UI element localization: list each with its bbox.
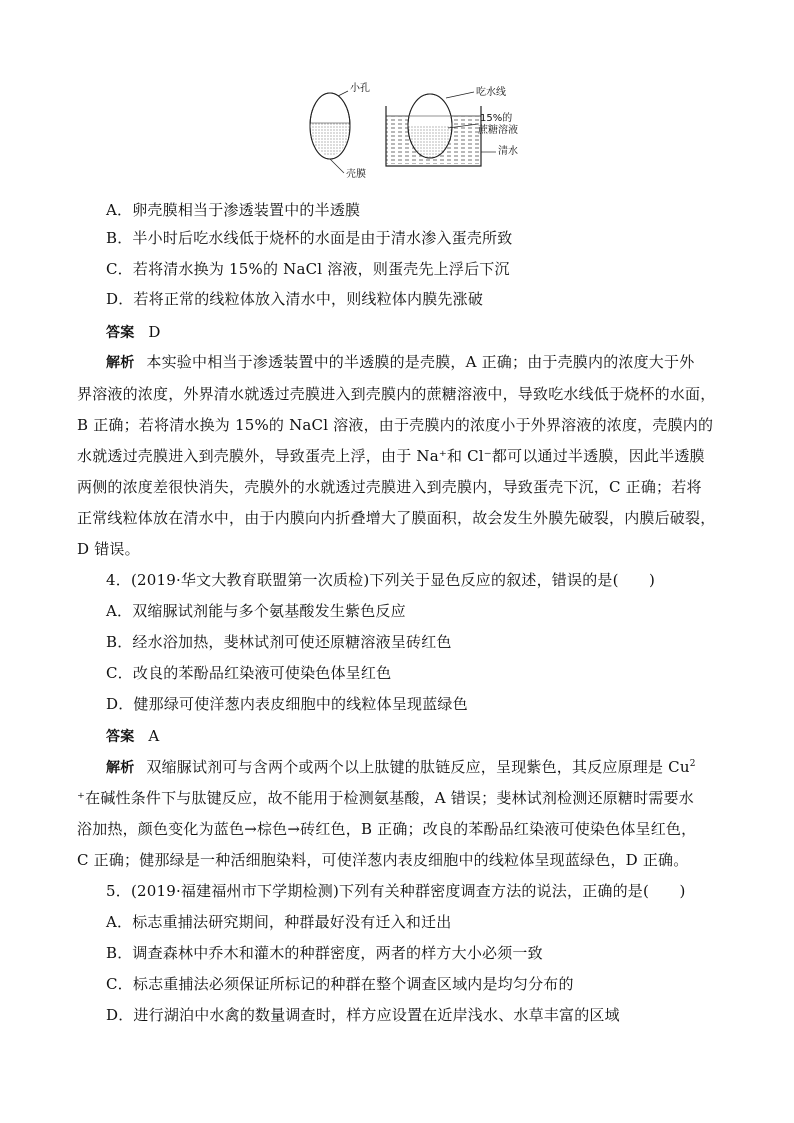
q3-option-d: D．若将正常的线粒体放入清水中，则线粒体内膜先涨破 bbox=[106, 290, 484, 308]
q4-stem: 4．(2019·华文大教育联盟第一次质检)下列关于显色反应的叙述，错误的是( ) bbox=[106, 571, 656, 589]
q3-explanation-line-4: 水就透过壳膜进入到壳膜外，导致蛋壳上浮，由于 Na⁺和 Cl⁻都可以通过半透膜，因此半透膜 bbox=[77, 447, 705, 465]
q4-explanation-line-1 bbox=[106, 757, 696, 778]
q4-answer-label: 答案 bbox=[106, 729, 135, 745]
label-hole: 小孔 bbox=[350, 83, 370, 94]
q3-option-c: C．若将清水换为 15%的 NaCl 溶液，则蛋壳先上浮后下沉 bbox=[106, 260, 510, 278]
egg-osmosis-figure bbox=[300, 78, 550, 182]
q4-answer-value: A bbox=[148, 727, 160, 745]
q4-explanation-line-4: C 正确；健那绿是一种活细胞染料，可使洋葱内表皮细胞中的线粒体呈现蓝绿色，D 正确。 bbox=[77, 851, 689, 869]
left-egg bbox=[310, 91, 350, 173]
q4-option-d: D．健那绿可使洋葱内表皮细胞中的线粒体呈现蓝绿色 bbox=[106, 695, 468, 713]
q3-explanation-line-5: 两侧的浓度差很快消失，壳膜外的水就透过壳膜进入到壳膜内，导致蛋壳下沉，C 正确；若将 bbox=[77, 478, 702, 496]
q4-answer-row bbox=[106, 726, 159, 747]
q3-explanation-text-1: 本实验中相当于渗透装置中的半透膜的是壳膜，A 正确；由于壳膜内的浓度大于外 bbox=[146, 353, 695, 371]
q3-explanation-label: 解析 bbox=[106, 355, 135, 371]
q3-answer-row bbox=[106, 322, 161, 343]
q3-explanation-line-2: 界溶液的浓度，外界清水就透过壳膜进入到壳膜内的蔗糖溶液中，导致吃水线低于烧杯的水面， bbox=[77, 385, 716, 403]
q4-option-c: C．改良的苯酚品红染液可使染色体呈红色 bbox=[106, 664, 392, 682]
q5-option-b: B．调查森林中乔木和灌木的种群密度，两者的样方大小必须一致 bbox=[106, 944, 543, 962]
q4-explanation-text-1: 双缩脲试剂可与含两个或两个以上肽键的肽链反应，呈现紫色，其反应原理是 Cu bbox=[146, 758, 690, 776]
label-solution-2: 蔗糖溶液 bbox=[478, 125, 518, 136]
q5-option-c: C．标志重捕法必须保证所标记的种群在整个调查区域内是均匀分布的 bbox=[106, 975, 574, 993]
q3-option-b: B．半小时后吃水线低于烧杯的水面是由于清水渗入蛋壳所致 bbox=[106, 229, 513, 247]
q3-explanation-line-1 bbox=[106, 352, 694, 373]
q4-option-a: A．双缩脲试剂能与多个氨基酸发生紫色反应 bbox=[106, 602, 406, 620]
q3-answer-value: D bbox=[148, 323, 161, 341]
q4-explanation-sup: 2 bbox=[689, 759, 696, 769]
label-waterline: 吃水线 bbox=[476, 87, 506, 98]
q4-explanation-line-2: ⁺在碱性条件下与肽键反应，故不能用于检测氨基酸，A 错误；斐林试剂检测还原糖时需要水 bbox=[77, 789, 694, 807]
q5-option-d: D．进行湖泊中水禽的数量调查时，样方应设置在近岸浅水、水草丰富的区域 bbox=[106, 1006, 620, 1024]
q5-stem: 5．(2019·福建福州市下学期检测)下列有关种群密度调查方法的说法，正确的是( ) bbox=[106, 882, 686, 900]
q4-explanation-line-3: 浴加热，颜色变化为蓝色→棕色→砖红色，B 正确；改良的苯酚品红染液可使染色体呈红色， bbox=[77, 820, 697, 838]
q4-option-b: B．经水浴加热，斐林试剂可使还原糖溶液呈砖红色 bbox=[106, 633, 452, 651]
q3-explanation-line-6: 正常线粒体放在清水中，由于内膜向内折叠增大了膜面积，故会发生外膜先破裂，内膜后破裂， bbox=[77, 509, 716, 527]
q3-option-a: A．卵壳膜相当于渗透装置中的半透膜 bbox=[106, 201, 361, 219]
label-shell: 壳膜 bbox=[346, 169, 366, 180]
q5-option-a: A．标志重捕法研究期间，种群最好没有迁入和迁出 bbox=[106, 913, 452, 931]
label-solution-1: 15%的 bbox=[480, 113, 513, 124]
q4-explanation-label: 解析 bbox=[106, 760, 135, 776]
q3-explanation-line-3: B 正确；若将清水换为 15%的 NaCl 溶液，由于壳膜内的浓度小于外界溶液的浓度，壳膜内的 bbox=[77, 416, 714, 434]
label-water: 清水 bbox=[498, 146, 518, 157]
q3-explanation-line-7: D 错误。 bbox=[77, 540, 140, 558]
q3-answer-label: 答案 bbox=[106, 325, 135, 341]
